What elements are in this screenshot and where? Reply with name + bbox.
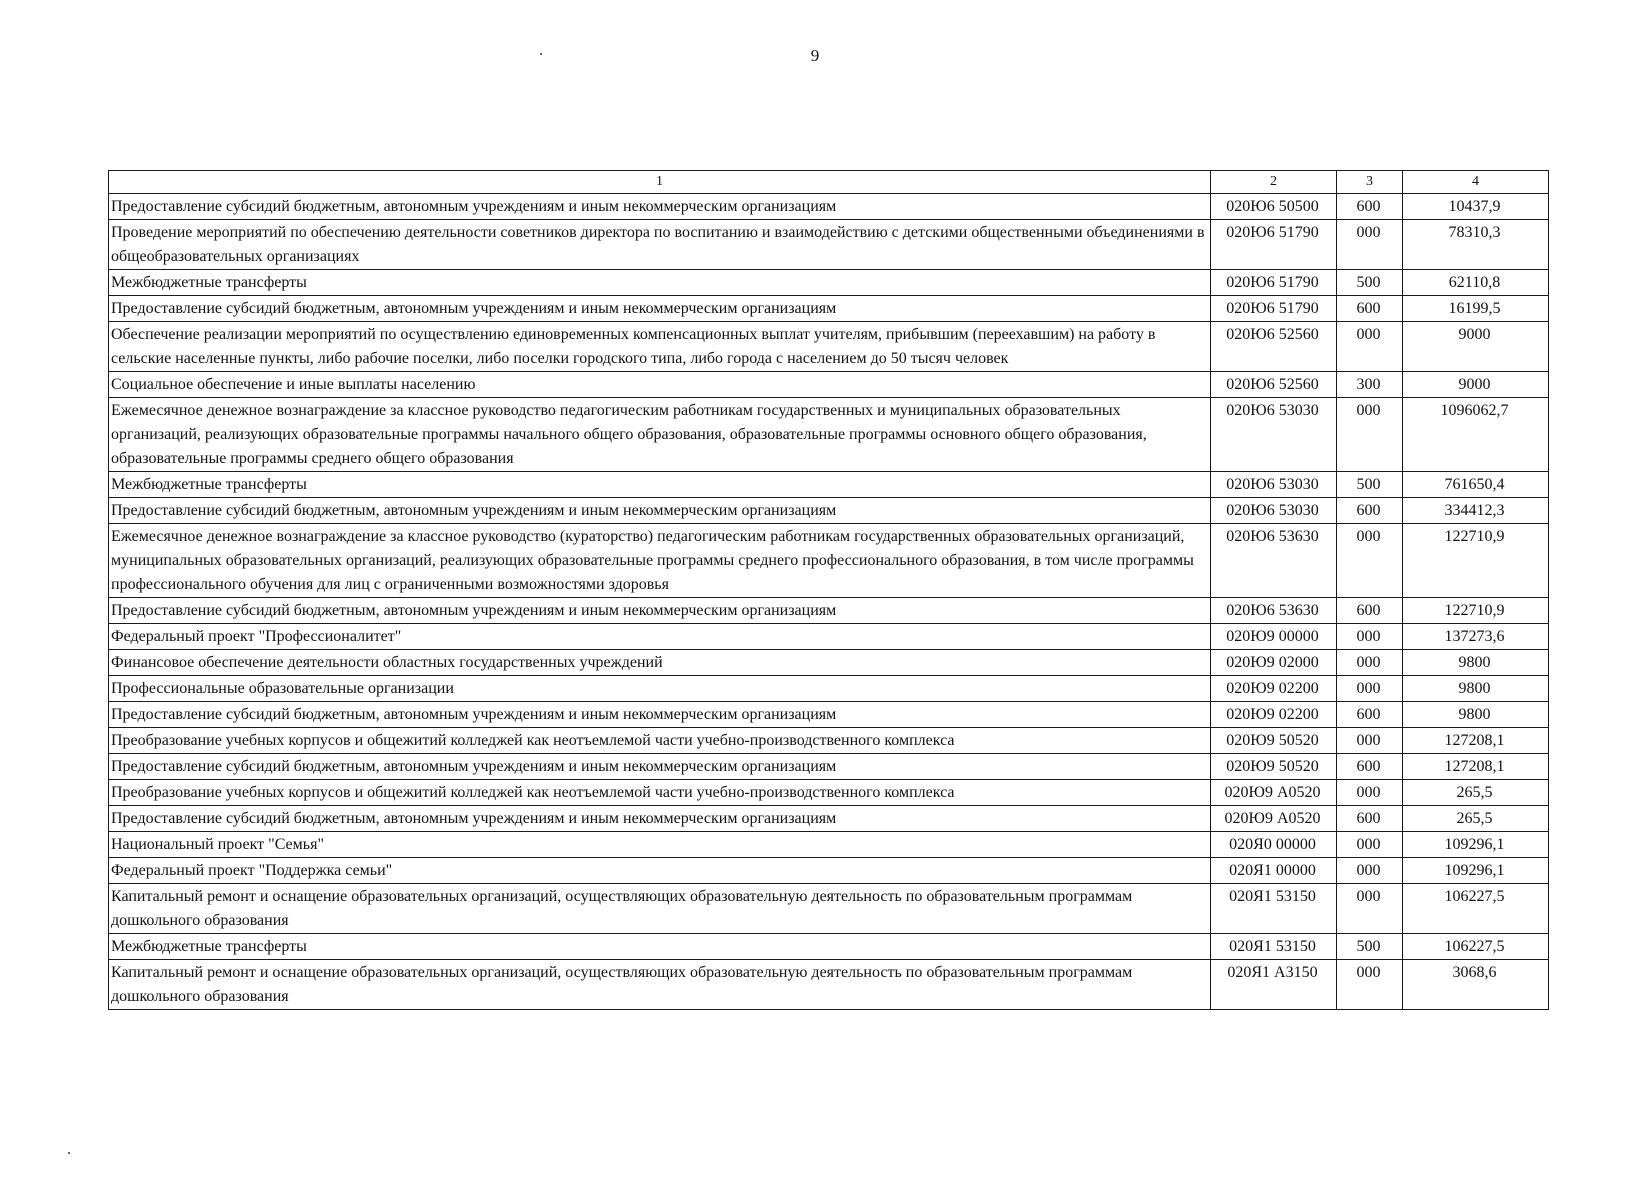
row-amount-cell: 122710,9: [1403, 524, 1549, 598]
row-name-cell: Обеспечение реализации мероприятий по осуществлению единовременных компенсационных выплат учителям, прибывшим (переехавшим) на работу в сельские населенные пункты, либо рабочие поселки, либо поселки городского типа, либо города с населением до 50 тысяч человек: [109, 322, 1211, 372]
row-name-cell: Федеральный проект "Профессионалитет": [109, 624, 1211, 650]
table-row: [109, 372, 1549, 398]
row-type-cell: 000: [1337, 960, 1403, 1010]
table-header-row: [109, 171, 1549, 194]
scan-speck: [68, 1152, 70, 1154]
row-code-cell: 020Ю6 52560: [1211, 372, 1337, 398]
row-type-cell: 500: [1337, 472, 1403, 498]
column-header-name: 1: [109, 171, 1211, 194]
column-header-amount: 4: [1403, 171, 1549, 194]
row-type-cell: 000: [1337, 832, 1403, 858]
table-row: [109, 934, 1549, 960]
row-code-cell: 020Ю6 53030: [1211, 398, 1337, 472]
row-amount-cell: 265,5: [1403, 780, 1549, 806]
row-type-cell: 000: [1337, 624, 1403, 650]
row-name-cell: Ежемесячное денежное вознаграждение за классное руководство (кураторство) педагогическим работникам государственных образовательных организаций, муниципальных образовательных организаций, реализующих образовательные программы среднего профессионального образования, в том числе программы профессионального обучения для лиц с ограниченными возможностями здоровья: [109, 524, 1211, 598]
row-type-cell: 000: [1337, 220, 1403, 270]
row-code-cell: 020Ю9 00000: [1211, 624, 1337, 650]
table-row: [109, 194, 1549, 220]
row-type-cell: 300: [1337, 372, 1403, 398]
row-name-cell: Предоставление субсидий бюджетным, автономным учреждениям и иным некоммерческим организациям: [109, 598, 1211, 624]
table-row: [109, 498, 1549, 524]
table-row: [109, 524, 1549, 598]
row-code-cell: 020Ю6 50500: [1211, 194, 1337, 220]
row-type-cell: 000: [1337, 858, 1403, 884]
row-type-cell: 000: [1337, 884, 1403, 934]
row-name-cell: Преобразование учебных корпусов и общежитий колледжей как неотъемлемой части учебно-производственного комплекса: [109, 728, 1211, 754]
row-code-cell: 020Я0 00000: [1211, 832, 1337, 858]
row-type-cell: 600: [1337, 194, 1403, 220]
row-type-cell: 000: [1337, 780, 1403, 806]
row-name-cell: Ежемесячное денежное вознаграждение за классное руководство педагогическим работникам государственных и муниципальных образовательных организаций, реализующих образовательные программы начального общего образования, образовательные программы основного общего образования, образовательные программы среднего общего образования: [109, 398, 1211, 472]
row-name-cell: Капитальный ремонт и оснащение образовательных организаций, осуществляющих образовательную деятельность по образовательным программам дошкольного образования: [109, 960, 1211, 1010]
row-name-cell: Национальный проект "Семья": [109, 832, 1211, 858]
row-amount-cell: 1096062,7: [1403, 398, 1549, 472]
table-row: [109, 270, 1549, 296]
row-type-cell: 600: [1337, 754, 1403, 780]
table-row: [109, 398, 1549, 472]
row-code-cell: 020Я1 А3150: [1211, 960, 1337, 1010]
row-name-cell: Профессиональные образовательные организации: [109, 676, 1211, 702]
row-type-cell: 500: [1337, 934, 1403, 960]
row-amount-cell: 127208,1: [1403, 754, 1549, 780]
row-name-cell: Преобразование учебных корпусов и общежитий колледжей как неотъемлемой части учебно-производственного комплекса: [109, 780, 1211, 806]
row-type-cell: 000: [1337, 650, 1403, 676]
column-header-type: 3: [1337, 171, 1403, 194]
row-code-cell: 020Ю9 А0520: [1211, 780, 1337, 806]
row-code-cell: 020Я1 53150: [1211, 934, 1337, 960]
budget-table: [108, 170, 1549, 1010]
row-name-cell: Предоставление субсидий бюджетным, автономным учреждениям и иным некоммерческим организациям: [109, 498, 1211, 524]
row-name-cell: Финансовое обеспечение деятельности областных государственных учреждений: [109, 650, 1211, 676]
row-code-cell: 020Я1 00000: [1211, 858, 1337, 884]
table-row: [109, 624, 1549, 650]
row-amount-cell: 16199,5: [1403, 296, 1549, 322]
table-row: [109, 322, 1549, 372]
row-name-cell: Проведение мероприятий по обеспечению деятельности советников директора по воспитанию и взаимодействию с детскими общественными объединениями в общеобразовательных организациях: [109, 220, 1211, 270]
row-code-cell: 020Ю9 А0520: [1211, 806, 1337, 832]
row-name-cell: Предоставление субсидий бюджетным, автономным учреждениям и иным некоммерческим организациям: [109, 754, 1211, 780]
row-name-cell: Социальное обеспечение и иные выплаты населению: [109, 372, 1211, 398]
row-type-cell: 600: [1337, 702, 1403, 728]
row-amount-cell: 265,5: [1403, 806, 1549, 832]
row-amount-cell: 3068,6: [1403, 960, 1549, 1010]
row-name-cell: Межбюджетные трансферты: [109, 472, 1211, 498]
row-type-cell: 000: [1337, 322, 1403, 372]
row-amount-cell: 78310,3: [1403, 220, 1549, 270]
row-type-cell: 600: [1337, 806, 1403, 832]
table-row: [109, 472, 1549, 498]
page-number: 9: [810, 46, 820, 65]
table-row: [109, 858, 1549, 884]
row-type-cell: 600: [1337, 296, 1403, 322]
row-code-cell: 020Ю6 53030: [1211, 472, 1337, 498]
row-amount-cell: 106227,5: [1403, 884, 1549, 934]
row-type-cell: 600: [1337, 498, 1403, 524]
row-type-cell: 000: [1337, 728, 1403, 754]
row-code-cell: 020Ю6 53630: [1211, 524, 1337, 598]
row-name-cell: Предоставление субсидий бюджетным, автономным учреждениям и иным некоммерческим организациям: [109, 194, 1211, 220]
row-amount-cell: 106227,5: [1403, 934, 1549, 960]
row-type-cell: 600: [1337, 598, 1403, 624]
column-header-code: 2: [1211, 171, 1337, 194]
scan-speck: [540, 53, 542, 55]
table-row: [109, 702, 1549, 728]
table-row: [109, 728, 1549, 754]
row-type-cell: 000: [1337, 524, 1403, 598]
row-code-cell: 020Ю9 02200: [1211, 676, 1337, 702]
table-row: [109, 884, 1549, 934]
row-type-cell: 000: [1337, 398, 1403, 472]
table-body: [109, 194, 1549, 1010]
table-row: [109, 220, 1549, 270]
row-name-cell: Межбюджетные трансферты: [109, 934, 1211, 960]
table-row: [109, 960, 1549, 1010]
row-code-cell: 020Ю6 52560: [1211, 322, 1337, 372]
table-row: [109, 296, 1549, 322]
row-name-cell: Предоставление субсидий бюджетным, автономным учреждениям и иным некоммерческим организациям: [109, 296, 1211, 322]
row-name-cell: Межбюджетные трансферты: [109, 270, 1211, 296]
table-row: [109, 832, 1549, 858]
row-amount-cell: 9800: [1403, 676, 1549, 702]
row-amount-cell: 109296,1: [1403, 858, 1549, 884]
row-code-cell: 020Ю6 51790: [1211, 270, 1337, 296]
row-amount-cell: 9000: [1403, 322, 1549, 372]
table-row: [109, 780, 1549, 806]
row-name-cell: Федеральный проект "Поддержка семьи": [109, 858, 1211, 884]
row-code-cell: 020Ю9 02000: [1211, 650, 1337, 676]
row-code-cell: 020Ю6 51790: [1211, 296, 1337, 322]
row-name-cell: Предоставление субсидий бюджетным, автономным учреждениям и иным некоммерческим организациям: [109, 702, 1211, 728]
row-name-cell: Капитальный ремонт и оснащение образовательных организаций, осуществляющих образовательную деятельность по образовательным программам дошкольного образования: [109, 884, 1211, 934]
table-row: [109, 598, 1549, 624]
row-amount-cell: 122710,9: [1403, 598, 1549, 624]
row-amount-cell: 9000: [1403, 372, 1549, 398]
row-code-cell: 020Ю9 50520: [1211, 728, 1337, 754]
table-row: [109, 650, 1549, 676]
row-amount-cell: 9800: [1403, 702, 1549, 728]
row-amount-cell: 9800: [1403, 650, 1549, 676]
row-code-cell: 020Я1 53150: [1211, 884, 1337, 934]
table-row: [109, 676, 1549, 702]
row-amount-cell: 761650,4: [1403, 472, 1549, 498]
row-amount-cell: 137273,6: [1403, 624, 1549, 650]
table-row: [109, 754, 1549, 780]
row-code-cell: 020Ю9 50520: [1211, 754, 1337, 780]
row-amount-cell: 109296,1: [1403, 832, 1549, 858]
row-amount-cell: 127208,1: [1403, 728, 1549, 754]
row-type-cell: 500: [1337, 270, 1403, 296]
row-code-cell: 020Ю9 02200: [1211, 702, 1337, 728]
row-type-cell: 000: [1337, 676, 1403, 702]
row-amount-cell: 10437,9: [1403, 194, 1549, 220]
row-amount-cell: 334412,3: [1403, 498, 1549, 524]
row-code-cell: 020Ю6 53030: [1211, 498, 1337, 524]
row-code-cell: 020Ю6 53630: [1211, 598, 1337, 624]
table-row: [109, 806, 1549, 832]
row-amount-cell: 62110,8: [1403, 270, 1549, 296]
row-code-cell: 020Ю6 51790: [1211, 220, 1337, 270]
row-name-cell: Предоставление субсидий бюджетным, автономным учреждениям и иным некоммерческим организациям: [109, 806, 1211, 832]
